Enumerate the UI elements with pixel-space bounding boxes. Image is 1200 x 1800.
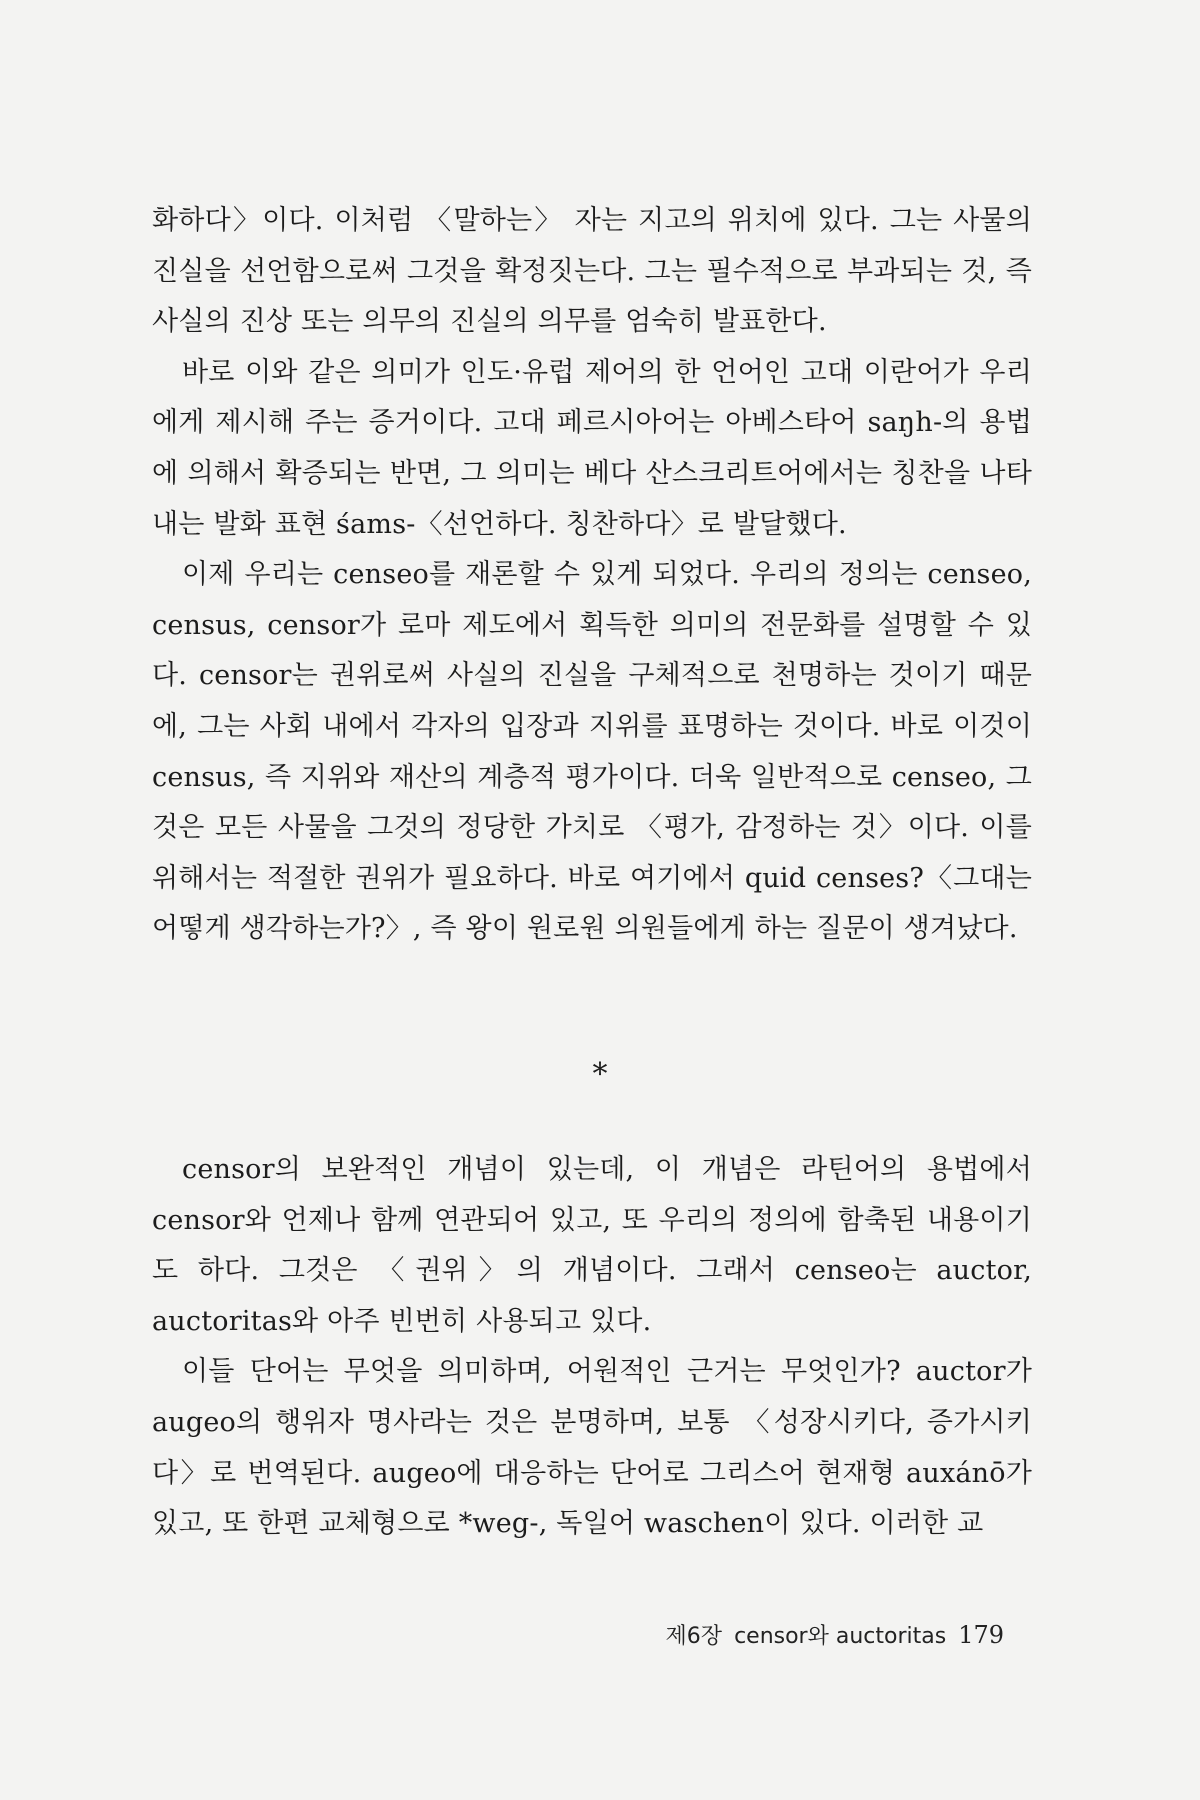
paragraph: 화하다〉이다. 이처럼 〈말하는〉 자는 지고의 위치에 있다. 그는 사물의 진실을 선언함으로써 그것을 확정짓는다. 그는 필수적으로 부과되는 것, 즉 사실의 진상 또는 의무의 진실의 의무를 엄숙히 발표한다.	[152, 205, 1032, 338]
main-text-bottom	[152, 1145, 1032, 1550]
paragraph: 바로 이와 같은 의미가 인도·유럽 제어의 한 언어인 고대 이란어가 우리에게 제시해 주는 증거이다. 고대 페르시아어는 아베스타어 saŋh-의 용법에 의해서 확증되는 반면, 그 의미는 베다 산스크리트어에서는 칭찬을 나타내는 발화 표현 śams-〈선언하다. 칭찬하다〉로 발달했다.	[152, 356, 1032, 540]
main-text-top	[152, 196, 1032, 955]
section-break: *	[592, 1057, 608, 1092]
page-number: 179	[958, 1621, 1004, 1649]
running-footer	[666, 1620, 1004, 1652]
paragraph: 이제 우리는 censeo를 재론할 수 있게 되었다. 우리의 정의는 censeo, census, censor가 로마 제도에서 획득한 의미의 전문화를 설명할 수 있다. censor는 권위로써 사실의 진실을 구체적으로 천명하는 것이기 때문에, 그는 사회 내에서 각자의 입장과 지위를 표명하는 것이다. 바로 이것이 census, 즉 지위와 재산의 계층적 평가이다. 더욱 일반적으로 censeo, 그것은 모든 사물을 그것의 정당한 가치로 〈평가, 감정하는 것〉이다. 이를 위해서는 적절한 권위가 필요하다. 바로 여기에서 quid censes?〈그대는 어떻게 생각하는가?〉, 즉 왕이 원로원 의원들에게 하는 질문이 생겨났다.	[152, 559, 1032, 945]
chapter-title: censor와 auctoritas	[734, 1624, 947, 1649]
chapter-label: 제6장	[665, 1624, 723, 1649]
paragraph: censor의 보완적인 개념이 있는데, 이 개념은 라틴어의 용법에서 censor와 언제나 함께 연관되어 있고, 또 우리의 정의에 함축된 내용이기도 하다. 그것은 〈권위〉의 개념이다. 그래서 censeo는 auctor, auctoritas와 아주 빈번히 사용되고 있다.	[152, 1154, 1032, 1337]
paragraph: 이들 단어는 무엇을 의미하며, 어원적인 근거는 무엇인가? auctor가 augeo의 행위자 명사라는 것은 분명하며, 보통 〈성장시키다, 증가시키다〉로 번역된다. augeo에 대응하는 단어로 그리스어 현재형 auxánō가 있고, 또 한편 교체형으로 *weg-, 독일어 waschen이 있다. 이러한 교	[152, 1356, 1032, 1540]
